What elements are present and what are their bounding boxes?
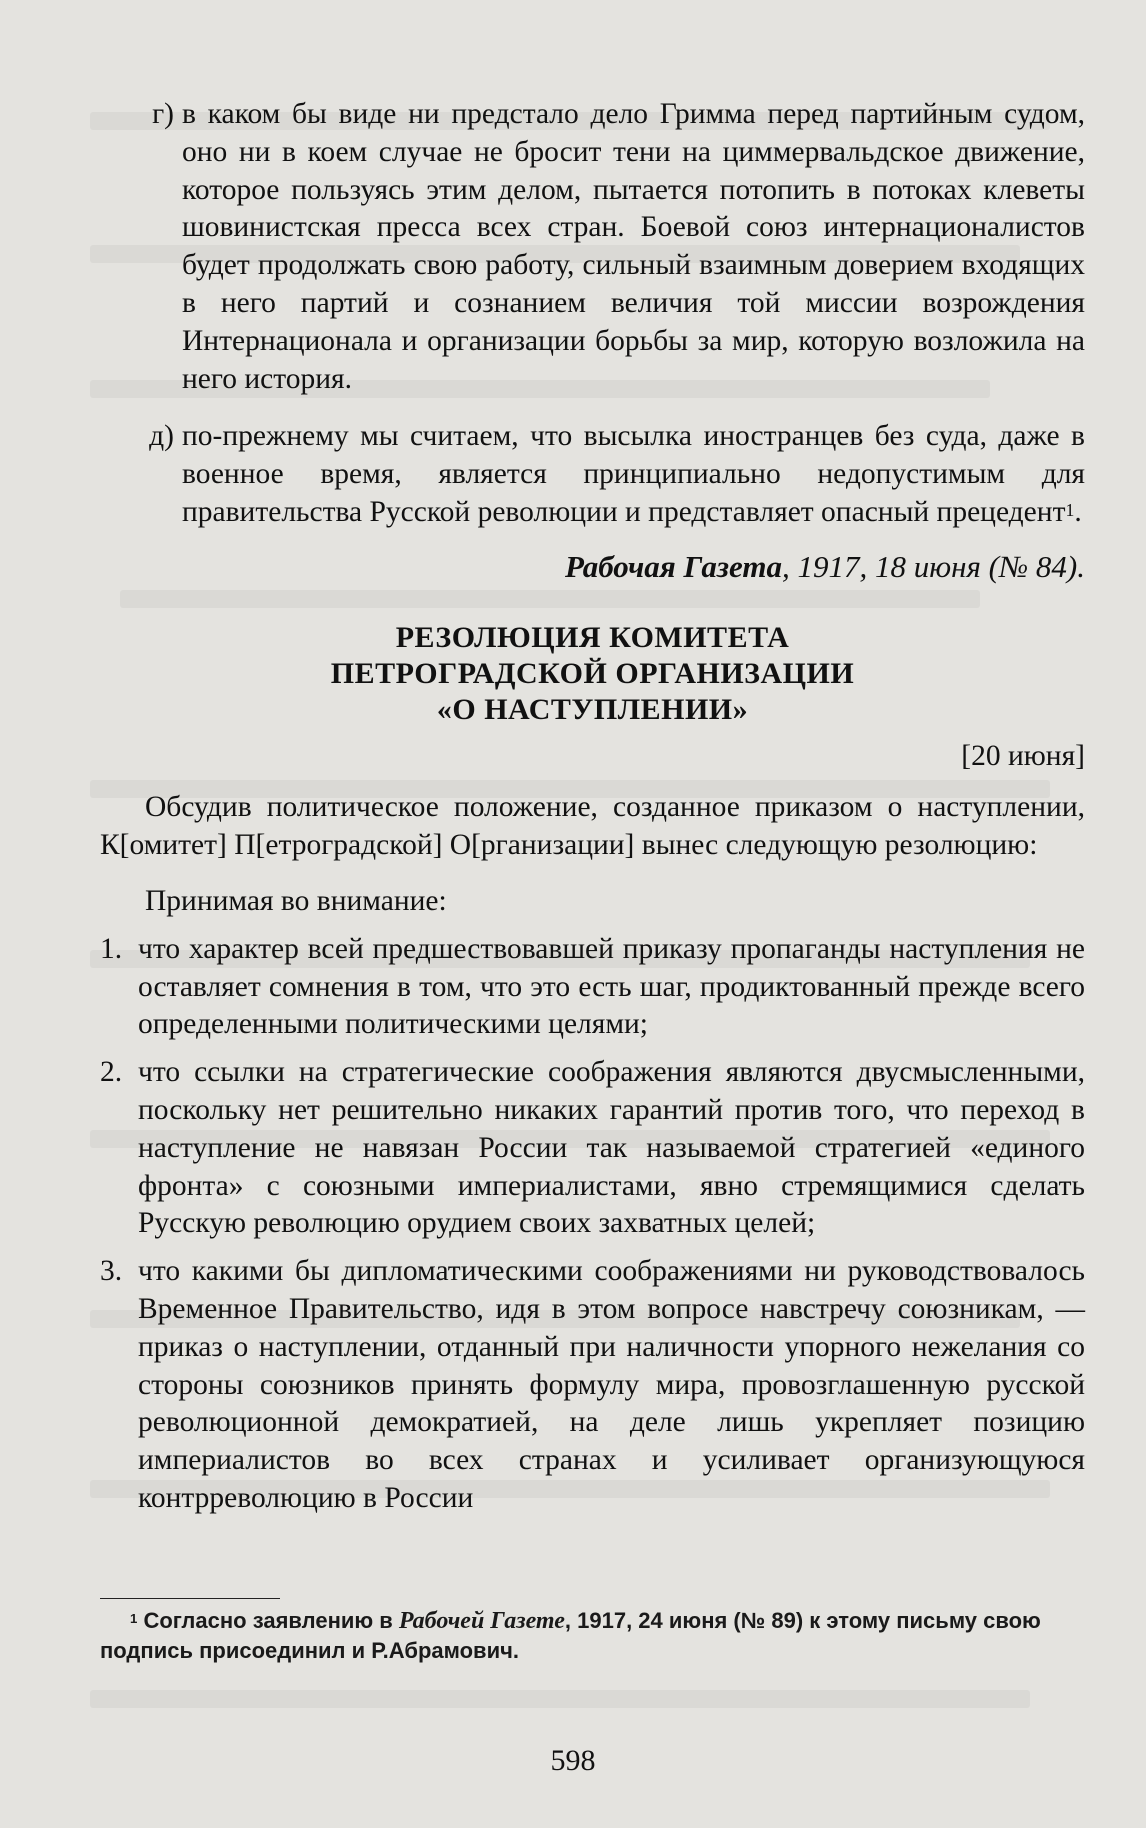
source-citation bbox=[100, 548, 1085, 586]
considering-line: Принимая во внимание: bbox=[145, 884, 447, 917]
footnote-paper: Рабочей Газете bbox=[398, 1608, 565, 1634]
item-marker: д) bbox=[149, 420, 174, 453]
footnote-divider bbox=[100, 1598, 280, 1599]
point-1 bbox=[100, 931, 1085, 1044]
footnote-ref: 1 bbox=[1065, 499, 1075, 520]
point-2 bbox=[100, 1054, 1085, 1243]
point-text: что какими бы дипломатическими соображениями ни руководствовалось Временное Правительство, идя в этом вопросе навстречу союзникам, — приказ о наступлении, отданный при наличности упорного нежелания со стороны союзников принять формулу мира, провозглашенную русской революционной демократией, на деле лишь укрепляет позицию империалистов во всех странах и усиливает организующуюся контрреволюцию в России bbox=[138, 1255, 1085, 1514]
item-text bbox=[182, 418, 1085, 531]
title-line-2: ПЕТРОГРАДСКОЙ ОРГАНИЗАЦИИ bbox=[330, 656, 855, 690]
source-paper: Рабочая Газета bbox=[564, 548, 782, 584]
item-text: в каком бы виде ни предстало дело Гримма перед партийным судом, оно ни в коем случае не бросит тени на циммервальдское движение, которое пользуясь этим делом, пытается потопить в потоках клеветы шовинистская пресса всех стран. Боевой союз интернационалистов будет продолжать свою работу, сильный взаимным доверием входящих в него партий и сознанием величия той миссии возрождения Интернационала и организации борьбы за мир, которую возложила на него история. bbox=[182, 98, 1085, 395]
point-text: что ссылки на стратегические соображения являются двусмысленными, поскольку нет решительно никаких гарантий против того, что переход в наступление не навязан России так называемой стратегией «единого фронта» с союзными империалистами, явно стремящимися сделать Русскую революцию орудием своих захватных целей; bbox=[138, 1056, 1085, 1240]
footnote bbox=[100, 1606, 1085, 1665]
point-text: что характер всей предшествовавшей приказу пропаганды наступления не оставляет сомнения в том, что это есть шаг, продиктованный прежде всего определенными политическими целями; bbox=[138, 932, 1085, 1041]
title-line-3: «О НАСТУПЛЕНИИ» bbox=[436, 692, 749, 726]
item-d-tail: . bbox=[1074, 495, 1082, 528]
main-text bbox=[100, 96, 1085, 1518]
footnote-before: Согласно заявлению в bbox=[143, 1608, 399, 1633]
page-number: 598 bbox=[550, 1744, 596, 1777]
item-g bbox=[100, 96, 1085, 398]
footnote-after: , 1917, 24 июня (№ 89) к этому письму свою подпись присоединил и Р.Абрамович. bbox=[100, 1608, 1041, 1663]
resolution-date: [20 июня] bbox=[961, 739, 1085, 772]
source-details: , 1917, 18 июня (№ 84). bbox=[781, 548, 1085, 584]
resolution-title bbox=[100, 620, 1085, 728]
item-d bbox=[100, 418, 1085, 531]
footnote-number: 1 bbox=[130, 1611, 138, 1626]
item-d-body: по-прежнему мы считаем, что высылка иностранцев без суда, даже в военное время, является принципиально недопустимым для правительства Русской революции и представляет опасный прецедент bbox=[182, 420, 1085, 528]
point-number: 3. bbox=[100, 1255, 123, 1288]
title-line-1: РЕЗОЛЮЦИЯ КОМИТЕТА bbox=[395, 620, 790, 654]
intro-paragraph: Обсудив политическое положение, созданное приказом о наступлении, К[омитет] П[етроградской] О[рганизации] вынес следующую резолюцию: bbox=[100, 791, 1085, 862]
point-number: 2. bbox=[100, 1056, 123, 1089]
item-marker: г) bbox=[152, 98, 174, 130]
point-3 bbox=[100, 1253, 1085, 1518]
point-number: 1. bbox=[100, 932, 123, 965]
